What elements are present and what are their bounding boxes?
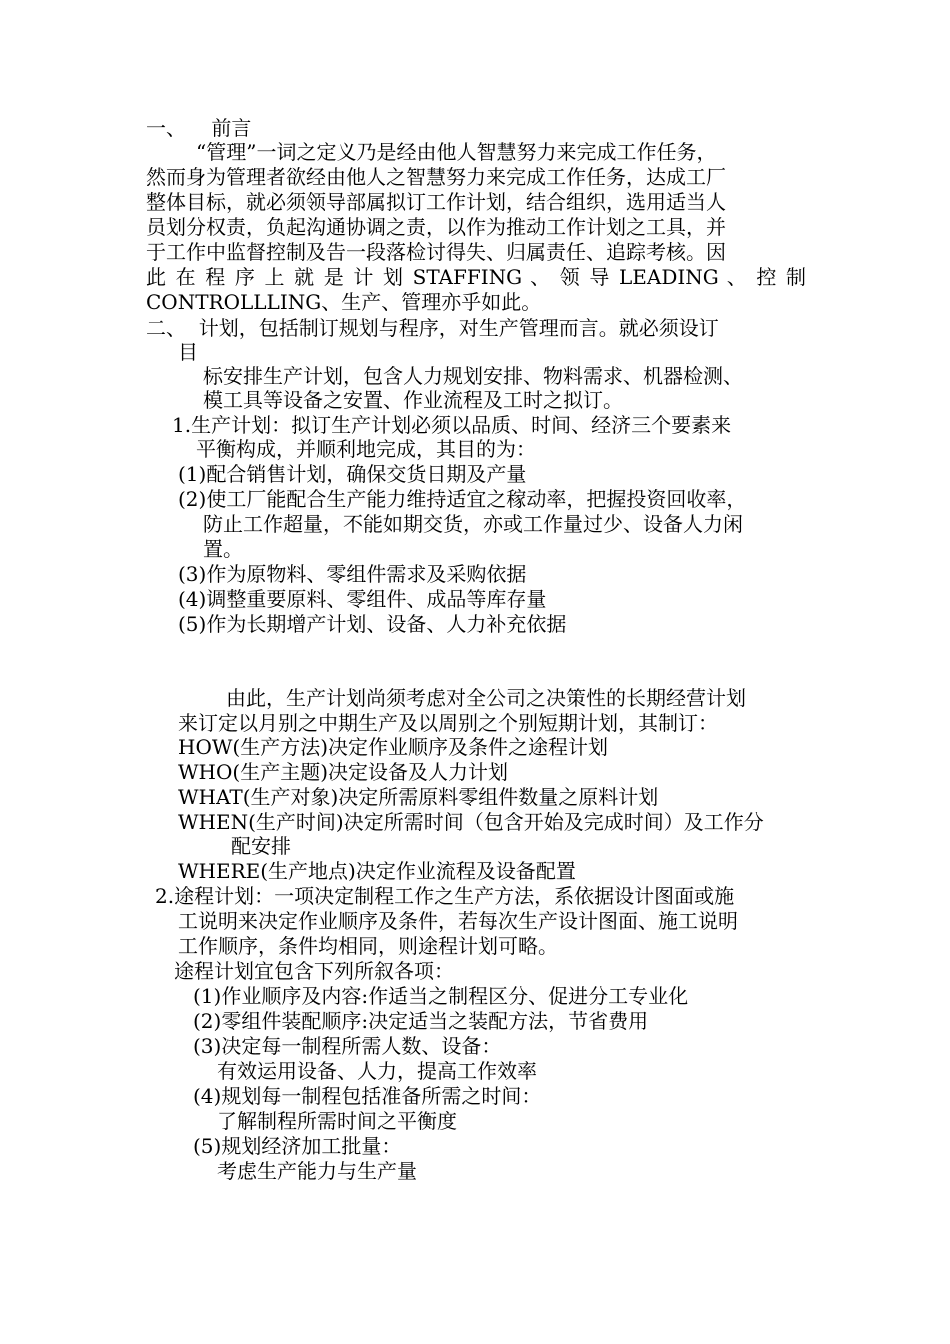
paragraph-line: 由此，生产计划尚须考虑对全公司之决策性的长期经营计划 [226,686,746,710]
paragraph-line: CONTROLLLING、生产、管理亦乎如此。 [146,290,542,314]
paragraph-line: 整体目标，就必须领导部属拟订工作计划，结合组织，选用适当人 [146,190,726,214]
list-item: WHO(生产主题)决定设备及人力计划 [178,760,508,784]
list-item: WHERE(生产地点)决定作业流程及设备配置 [178,859,576,883]
list-item-continuation: 防止工作超量，不能如期交货，亦或工作量过少、设备人力闲 [203,512,743,536]
paragraph-line: 模工具等设备之安置、作业流程及工时之拟订。 [203,388,623,412]
paragraph-line: “管理”一词之定义乃是经由他人智慧努力来完成工作任务， [196,140,717,164]
list-item-continuation: 平衡构成，并顺利地完成，其目的为： [196,437,536,461]
list-item: (5)规划经济加工批量： [193,1134,402,1158]
list-item-continuation: 有效运用设备、人力，提高工作效率 [217,1059,537,1083]
paragraph-line-justified: 此 在 程 序 上 就 是 计 划 STAFFING 、 领 导 LEADING 、 控 制 [146,265,806,289]
list-item: (2)零组件装配顺序:决定适当之装配方法，节省费用 [193,1009,649,1033]
paragraph-line: 途程计划宜包含下列所叙各项： [174,959,454,983]
list-item: 1.生产计划：拟订生产计划必须以品质、时间、经济三个要素来 [172,413,732,437]
list-item-continuation: 置。 [203,537,243,561]
section-heading-2: 二、 计划，包括制订规划与程序，对生产管理而言。就必须设订 [146,316,719,340]
paragraph-line: 于工作中监督控制及告一段落检讨得失、归属责任、追踪考核。因 [146,240,726,264]
paragraph-line: 然而身为管理者欲经由他人之智慧努力来完成工作任务，达成工厂 [146,165,726,189]
list-item: HOW(生产方法)决定作业顺序及条件之途程计划 [178,735,608,759]
list-item: (2)使工厂能配合生产能力维持适宜之稼动率，把握投资回收率， [178,487,747,511]
list-item: (4)调整重要原料、零组件、成品等库存量 [178,587,547,611]
paragraph-line: 标安排生产计划，包含人力规划安排、物料需求、机器检测、 [203,364,743,388]
list-item: (1)作业顺序及内容:作适当之制程区分、促进分工专业化 [193,984,689,1008]
paragraph-line: 员划分权责，负起沟通协调之责，以作为推动工作计划之工具，并 [146,215,726,239]
list-item-continuation: 了解制程所需时间之平衡度 [217,1109,457,1133]
list-item: (3)作为原物料、零组件需求及采购依据 [178,562,527,586]
list-item: WHEN(生产时间)决定所需时间（包含开始及完成时间）及工作分 [178,810,764,834]
list-item: 2.途程计划：一项决定制程工作之生产方法，系依据设计图面或施 [155,884,735,908]
list-item-continuation: 配安排 [231,834,291,858]
list-item: (1)配合销售计划，确保交货日期及产量 [178,462,527,486]
list-item: WHAT(生产对象)决定所需原料零组件数量之原料计划 [178,785,659,809]
list-item: (5)作为长期增产计划、设备、人力补充依据 [178,612,567,636]
paragraph-line: 来订定以月别之中期生产及以周别之个别短期计划，其制订： [178,711,718,735]
list-item: (4)规划每一制程包括准备所需之时间： [193,1084,542,1108]
section-heading-1: 一、 前言 [146,116,252,140]
list-item: (3)决定每一制程所需人数、设备： [193,1034,502,1058]
paragraph-line: 目 [178,340,198,364]
list-item-continuation: 考虑生产能力与生产量 [217,1159,417,1183]
list-item-continuation: 工作顺序，条件均相同，则途程计划可略。 [178,934,558,958]
list-item-continuation: 工说明来决定作业顺序及条件，若每次生产设计图面、施工说明 [178,909,738,933]
